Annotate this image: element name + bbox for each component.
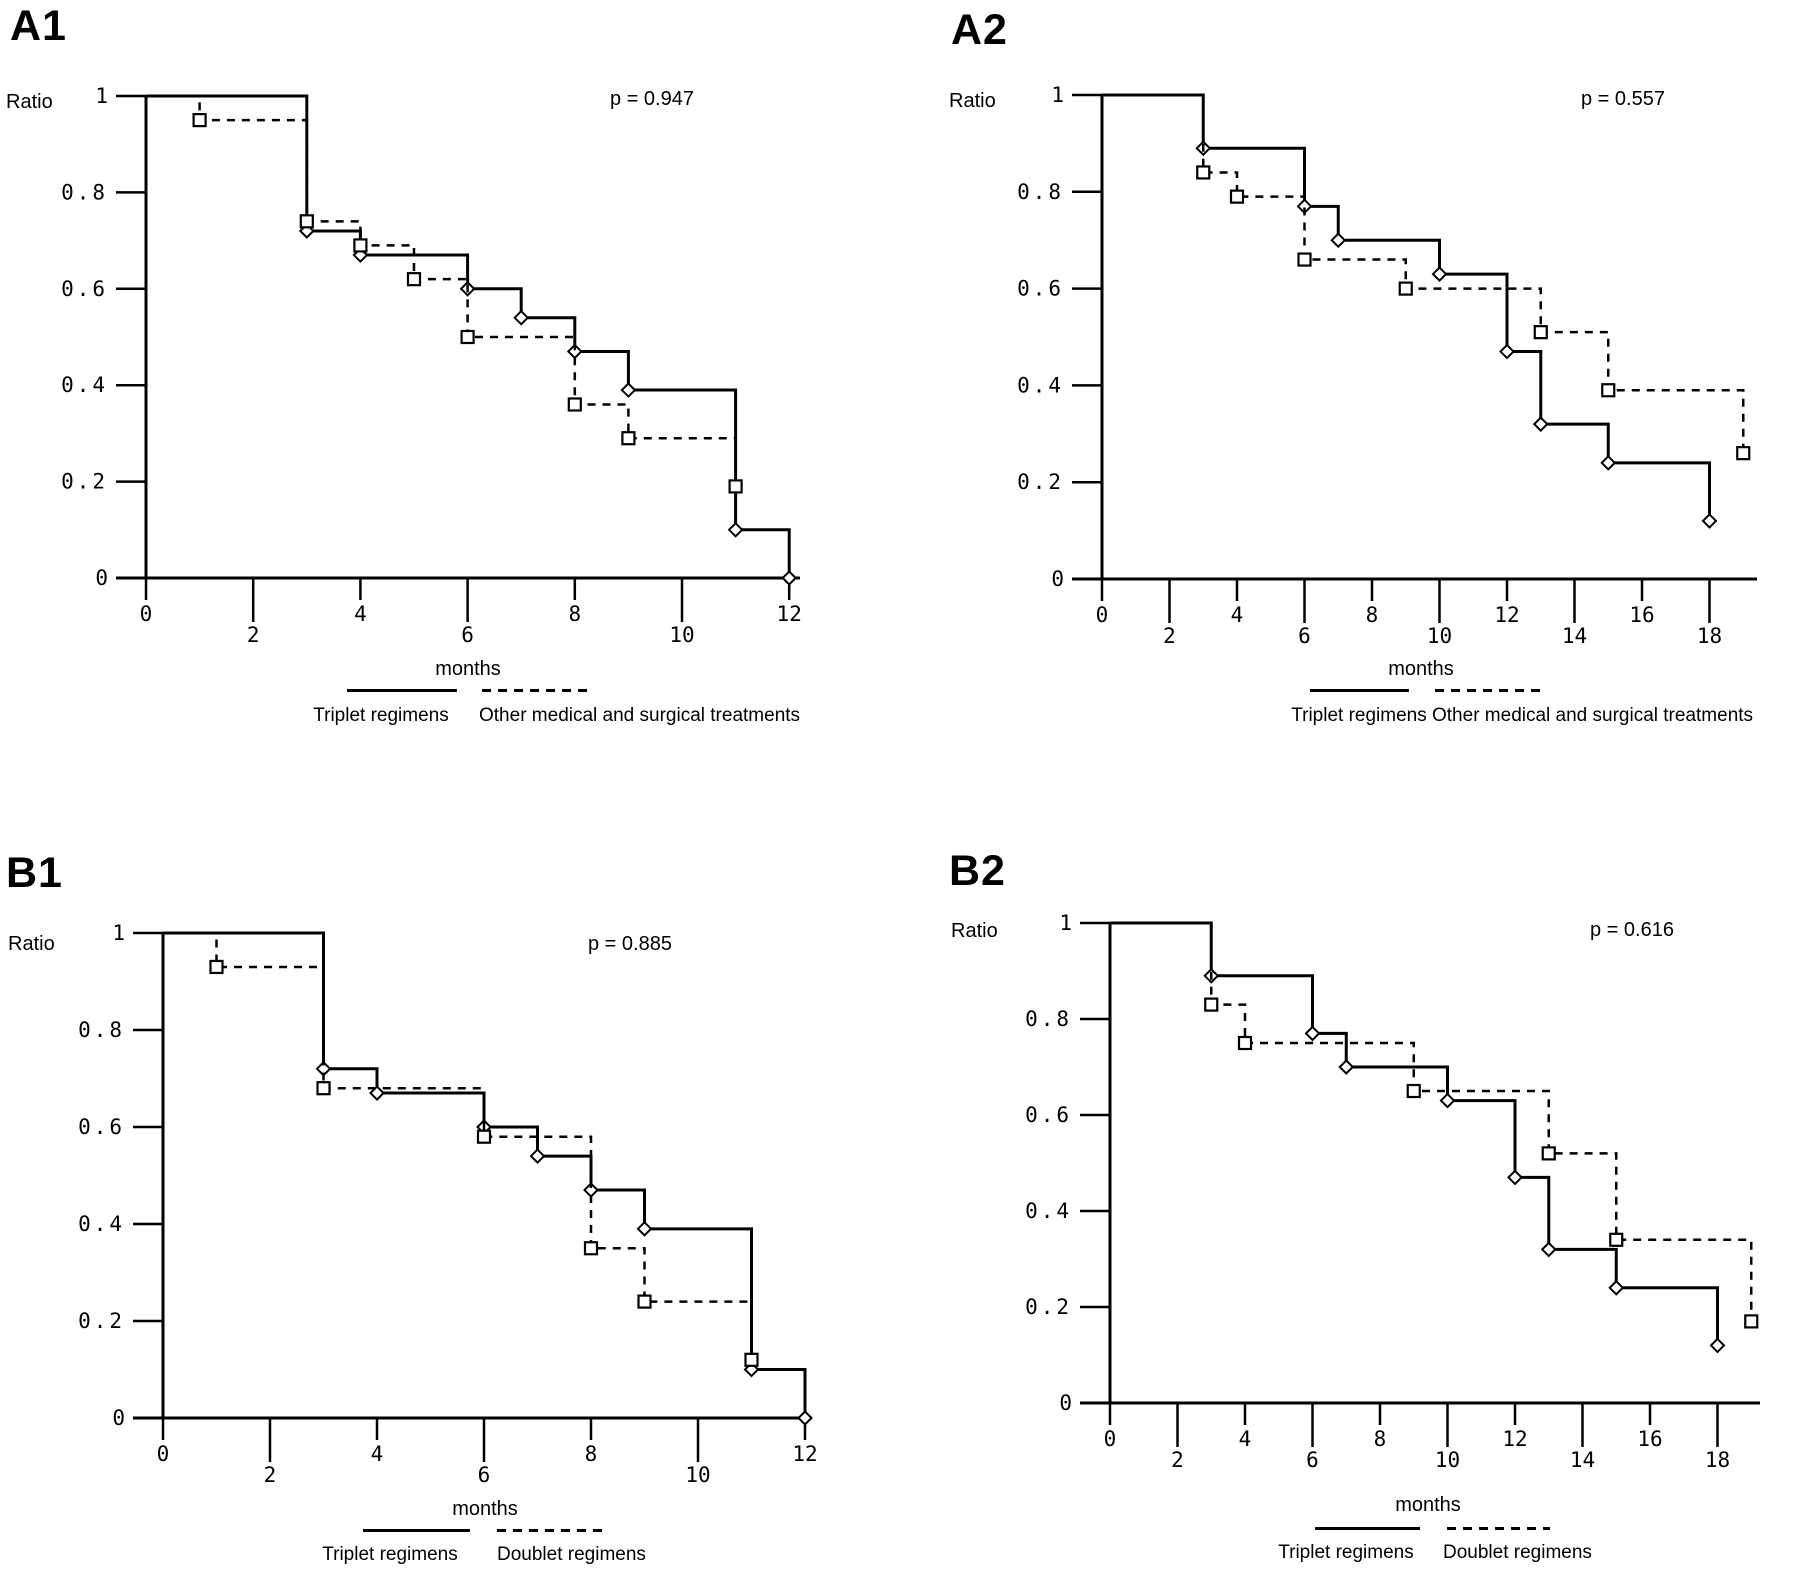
b1-solid-curve (163, 933, 805, 1418)
b2-y-tick-label: 0.2 (1025, 1295, 1072, 1319)
a1-legend-label-dashed: Other medical and surgical treatments (479, 705, 801, 726)
b2-legend-label-dashed: Doublet regimens (1443, 1542, 1592, 1563)
a2-x-tick-label: 16 (1629, 603, 1655, 627)
a1-x-tick-label: 4 (354, 602, 367, 626)
b1-diamond-marker (799, 1412, 812, 1425)
b2-x-tick-label: 16 (1637, 1427, 1663, 1451)
a1-x-tick-label: 6 (461, 623, 474, 647)
a1-square-marker (194, 114, 206, 126)
a2-y-tick-label: 0 (1051, 567, 1064, 591)
b1-legend-solid-line-icon (363, 1529, 470, 1532)
b1-x-tick-label: 0 (156, 1442, 170, 1466)
a2-y-tick-label: 1 (1051, 83, 1064, 107)
a1-y-tick-label: 0.4 (61, 373, 108, 398)
a2-x-tick-label: 4 (1230, 603, 1244, 627)
a1-square-marker (569, 398, 581, 410)
b2-x-tick-label: 6 (1306, 1448, 1319, 1472)
b1-x-tick-label: 2 (263, 1463, 277, 1487)
a2-square-marker (1737, 447, 1749, 459)
b2-x-tick-label: 14 (1569, 1448, 1596, 1472)
b2-square-marker (1205, 999, 1217, 1011)
b1-square-marker (478, 1131, 490, 1143)
b2-x-tick-label: 0 (1103, 1427, 1117, 1451)
a2-y-tick-label: 0.6 (1017, 276, 1064, 301)
b1-legend-label-solid: Triplet regimens (322, 1544, 458, 1565)
b2-x-tick-label: 8 (1373, 1427, 1387, 1451)
a1-x-tick-label: 8 (568, 602, 582, 626)
b1-x-tick-label: 6 (477, 1463, 491, 1487)
b1-y-tick-label: 0.8 (78, 1018, 125, 1042)
a1-square-marker (622, 432, 634, 444)
b2-square-marker (1543, 1147, 1555, 1159)
a2-diamond-marker (1332, 234, 1345, 247)
b2-diamond-marker (1610, 1281, 1623, 1294)
b1-x-tick-label: 4 (370, 1442, 384, 1466)
b2-y-tick-label: 0.6 (1025, 1103, 1072, 1127)
b2-y-axis-name: Ratio (951, 920, 998, 942)
a2-y-tick-label: 0.2 (1017, 470, 1064, 495)
a2-x-axis-name: months (1388, 658, 1454, 680)
a1-y-tick-label: 0.2 (61, 469, 108, 494)
a2-x-tick-label: 12 (1494, 603, 1520, 627)
b2-x-tick-label: 10 (1434, 1448, 1461, 1472)
b2-p-value: p = 0.616 (1590, 919, 1674, 941)
b1-legend-dashed-line-icon (497, 1529, 603, 1532)
a1-x-tick-label: 2 (246, 623, 260, 647)
a1-square-marker (730, 480, 742, 492)
b1-x-tick-label: 8 (584, 1442, 598, 1466)
a2-square-marker (1299, 254, 1311, 266)
a2-square-marker (1602, 384, 1614, 396)
b2-x-tick-label: 2 (1171, 1448, 1184, 1472)
b1-square-marker (211, 961, 223, 973)
b2-legend-solid-line-icon (1315, 1527, 1420, 1530)
a2-x-tick-label: 0 (1095, 603, 1109, 627)
b2-y-tick-label: 0.4 (1025, 1199, 1072, 1223)
a1-diamond-marker (622, 384, 635, 397)
a1-legend-label-solid: Triplet regimens (313, 705, 449, 726)
a2-square-marker (1231, 191, 1243, 203)
b1-y-tick-label: 0.2 (78, 1309, 125, 1333)
a2-y-tick-label: 0.4 (1017, 373, 1064, 398)
a2-y-axis-name: Ratio (949, 90, 996, 112)
b1-dashed-curve (163, 933, 752, 1360)
a2-x-tick-label: 8 (1365, 603, 1379, 627)
a1-y-tick-label: 0.6 (61, 276, 108, 301)
a1-plot-group (61, 84, 802, 647)
b1-diamond-marker (638, 1222, 651, 1235)
b2-diamond-marker (1306, 1027, 1319, 1040)
a1-p-value: p = 0.947 (610, 88, 694, 110)
a1-y-tick-label: 0 (95, 566, 108, 590)
a1-x-axis-name: months (435, 658, 501, 680)
b1-x-tick-label: 10 (685, 1463, 711, 1487)
panel-b1-label: B1 (6, 849, 63, 897)
b1-square-marker (639, 1296, 651, 1308)
a2-solid-curve (1102, 95, 1710, 521)
a2-diamond-marker (1501, 345, 1514, 358)
a1-legend-solid-line-icon (347, 689, 457, 692)
a2-square-marker (1197, 166, 1209, 178)
b1-y-tick-label: 0.4 (78, 1212, 125, 1236)
b2-y-tick-label: 0.8 (1025, 1007, 1072, 1031)
b2-solid-curve (1110, 923, 1718, 1345)
b2-diamond-marker (1441, 1094, 1454, 1107)
a2-y-tick-label: 0.8 (1017, 179, 1064, 204)
a1-square-marker (408, 273, 420, 285)
b1-legend-label-dashed: Doublet regimens (497, 1544, 646, 1565)
b2-diamond-marker (1542, 1243, 1555, 1256)
b1-plot-group (78, 921, 818, 1487)
a2-plot-group (1017, 83, 1757, 648)
a1-diamond-marker (729, 523, 742, 536)
b2-square-marker (1408, 1085, 1420, 1097)
b2-x-tick-label: 4 (1238, 1427, 1252, 1451)
a2-legend-solid-line-icon (1310, 689, 1409, 692)
a2-x-tick-label: 14 (1561, 624, 1588, 648)
panel-a2-label: A2 (951, 6, 1008, 54)
a1-square-marker (301, 215, 313, 227)
b2-diamond-marker (1711, 1339, 1724, 1352)
a1-y-tick-label: 1 (95, 84, 108, 108)
panel-a1-label: A1 (10, 2, 67, 50)
b2-diamond-marker (1509, 1171, 1522, 1184)
b1-p-value: p = 0.885 (588, 933, 672, 955)
a1-square-marker (462, 331, 474, 343)
b1-x-tick-label: 12 (792, 1442, 818, 1466)
a2-x-tick-label: 10 (1426, 624, 1453, 648)
a2-square-marker (1535, 326, 1547, 338)
b2-square-marker (1745, 1315, 1757, 1327)
a2-diamond-marker (1534, 418, 1547, 431)
a1-legend-dashed-line-icon (482, 689, 587, 692)
b2-y-tick-label: 0 (1059, 1391, 1072, 1415)
b1-x-axis-name: months (452, 1498, 518, 1520)
a1-y-axis-name: Ratio (6, 91, 53, 113)
b2-dashed-curve (1110, 923, 1751, 1321)
b1-y-tick-label: 0 (112, 1406, 125, 1430)
a2-diamond-marker (1433, 268, 1446, 281)
a1-x-tick-label: 0 (139, 602, 153, 626)
a1-diamond-marker (783, 572, 796, 585)
a1-x-tick-label: 12 (776, 602, 802, 626)
a2-legend-label-dashed: Other medical and surgical treatments (1432, 705, 1754, 726)
b2-legend-dashed-line-icon (1447, 1527, 1550, 1530)
a1-x-tick-label: 10 (669, 623, 695, 647)
a1-square-marker (354, 239, 366, 251)
a2-p-value: p = 0.557 (1581, 88, 1665, 110)
b2-diamond-marker (1340, 1061, 1353, 1074)
a1-dashed-curve (146, 96, 736, 486)
b1-square-marker (585, 1242, 597, 1254)
b1-y-tick-label: 0.6 (78, 1115, 125, 1139)
b2-legend-label-solid: Triplet regimens (1278, 1542, 1414, 1563)
panel-b2-label: B2 (949, 847, 1006, 895)
b1-y-axis-name: Ratio (8, 933, 55, 955)
b1-y-tick-label: 1 (112, 921, 125, 945)
a1-y-tick-label: 0.8 (61, 180, 108, 205)
a2-x-tick-label: 18 (1696, 624, 1723, 648)
a2-diamond-marker (1703, 514, 1716, 527)
b1-diamond-marker (531, 1150, 544, 1163)
a2-legend-dashed-line-icon (1435, 689, 1541, 692)
b2-x-tick-label: 18 (1704, 1448, 1731, 1472)
b2-x-axis-name: months (1395, 1494, 1461, 1516)
b1-square-marker (318, 1082, 330, 1094)
a2-x-tick-label: 6 (1298, 624, 1311, 648)
a2-x-tick-label: 2 (1163, 624, 1176, 648)
b2-square-marker (1239, 1037, 1251, 1049)
a2-legend-label-solid: Triplet regimens (1291, 705, 1427, 726)
b2-square-marker (1610, 1234, 1622, 1246)
b2-x-tick-label: 12 (1502, 1427, 1528, 1451)
b1-square-marker (746, 1354, 758, 1366)
b2-plot-group (1025, 911, 1760, 1472)
a1-diamond-marker (515, 311, 528, 324)
b2-y-tick-label: 1 (1059, 911, 1072, 935)
a2-square-marker (1400, 283, 1412, 295)
a2-diamond-marker (1602, 456, 1615, 469)
